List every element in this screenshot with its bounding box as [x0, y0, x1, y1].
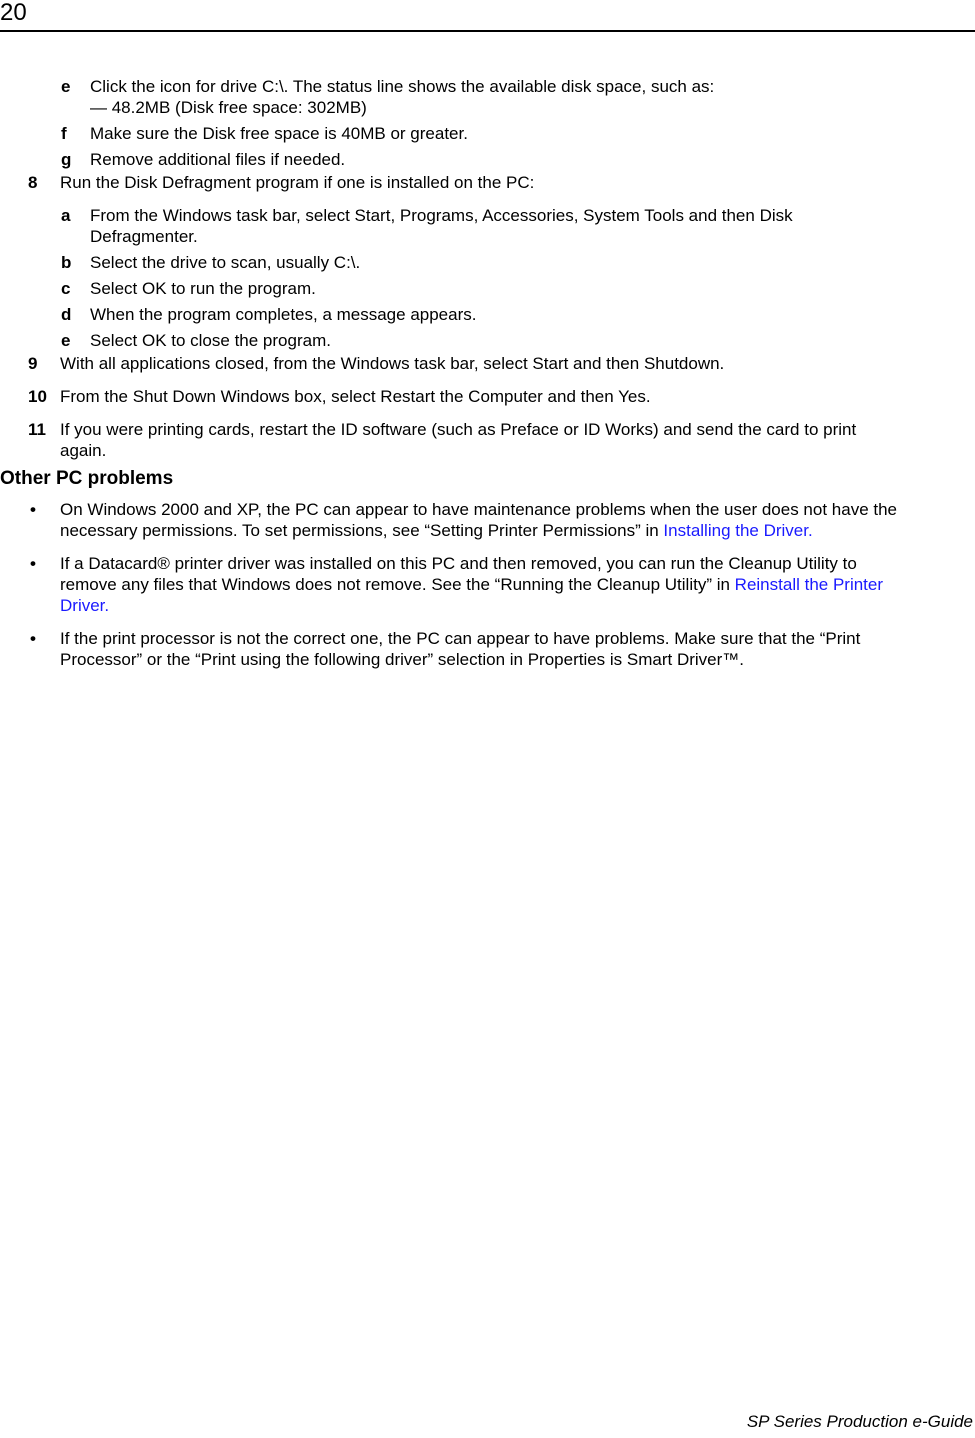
substep-marker: d	[61, 305, 72, 324]
bullet-text-line	[60, 520, 975, 541]
step-8	[0, 172, 975, 193]
bullet-text: Processor” or the “Print using the following driver” selection in Properties is Smart Driver™.	[60, 650, 745, 669]
bullet-text-line	[60, 574, 975, 595]
bullet-text: remove any files that Windows does not remove. See the “Running the Cleanup Utility” in	[60, 575, 735, 594]
step-text: again.	[60, 441, 107, 460]
substep-text: When the program completes, a message appears.	[90, 305, 477, 324]
substep-marker: e	[61, 331, 71, 350]
bullet-text: If a Datacard® printer driver was installed on this PC and then removed, you can run the Cleanup Utility to	[60, 554, 857, 573]
step-9	[0, 353, 975, 374]
bullet-text: necessary permissions. To set permissions, see “Setting Printer Permissions” in	[60, 521, 664, 540]
step-text: Run the Disk Defragment program if one is installed on the PC:	[60, 173, 535, 192]
step-11	[0, 419, 975, 461]
bullet-text: If the print processor is not the correct one, the PC can appear to have problems. Make sure that the “Print	[60, 629, 861, 648]
step-10	[0, 386, 975, 407]
step-marker: 11	[28, 420, 46, 439]
step-marker: 9	[28, 354, 38, 373]
substep-text: Make sure the Disk free space is 40MB or greater.	[90, 124, 468, 143]
substep-text: Select OK to run the program.	[90, 279, 316, 298]
substep-a	[0, 205, 975, 247]
header-rule	[0, 30, 975, 32]
substep-marker: a	[61, 206, 71, 225]
substep-marker: e	[61, 77, 71, 96]
substep-text: Select OK to close the program.	[90, 331, 331, 350]
substep-text: Remove additional files if needed.	[90, 150, 346, 169]
substep-marker: g	[61, 150, 72, 169]
substep-g	[0, 149, 975, 170]
step-text: With all applications closed, from the Windows task bar, select Start and then Shutdown.	[60, 354, 725, 373]
installing-driver-link[interactable]: Installing the Driver.	[663, 521, 813, 540]
substep-marker: f	[61, 124, 67, 143]
bullet-marker: •	[30, 554, 36, 573]
bullet-marker: •	[30, 629, 36, 648]
step-text: If you were printing cards, restart the ID software (such as Preface or ID Works) and send the card to print	[60, 420, 857, 439]
section-heading: Other PC problems	[0, 468, 174, 489]
document-body	[0, 76, 975, 675]
reinstall-printer-driver-link-cont[interactable]: Driver.	[60, 596, 110, 615]
footer-title: SP Series Production e-Guide	[746, 1412, 973, 1431]
bullet-text: On Windows 2000 and XP, the PC can appear to have maintenance problems when the user does not have the	[60, 500, 898, 519]
substep-e-top	[0, 76, 975, 118]
substep-c	[0, 278, 975, 299]
substep-text: Defragmenter.	[90, 227, 198, 246]
substep-marker: b	[61, 253, 72, 272]
page-number: 20	[0, 0, 27, 26]
substep-text: Select the drive to scan, usually C:\.	[90, 253, 361, 272]
substep-b	[0, 252, 975, 273]
reinstall-printer-driver-link[interactable]: Reinstall the Printer	[734, 575, 884, 594]
bullet-marker: •	[30, 500, 36, 519]
substep-e	[0, 330, 975, 351]
step-marker: 8	[28, 173, 38, 192]
substep-text: Click the icon for drive C:\. The status line shows the available disk space, such as:	[90, 77, 715, 96]
bullet-item	[0, 628, 975, 670]
step-text: From the Shut Down Windows box, select Restart the Computer and then Yes.	[60, 387, 651, 406]
substep-f	[0, 123, 975, 144]
substep-marker: c	[61, 279, 71, 298]
bullet-item	[0, 499, 975, 541]
substep-d	[0, 304, 975, 325]
step-marker: 10	[28, 387, 47, 406]
substep-text: From the Windows task bar, select Start, Programs, Accessories, System Tools and then Disk	[90, 206, 793, 225]
bullet-item	[0, 553, 975, 616]
substep-text: — 48.2MB (Disk free space: 302MB)	[90, 98, 367, 117]
